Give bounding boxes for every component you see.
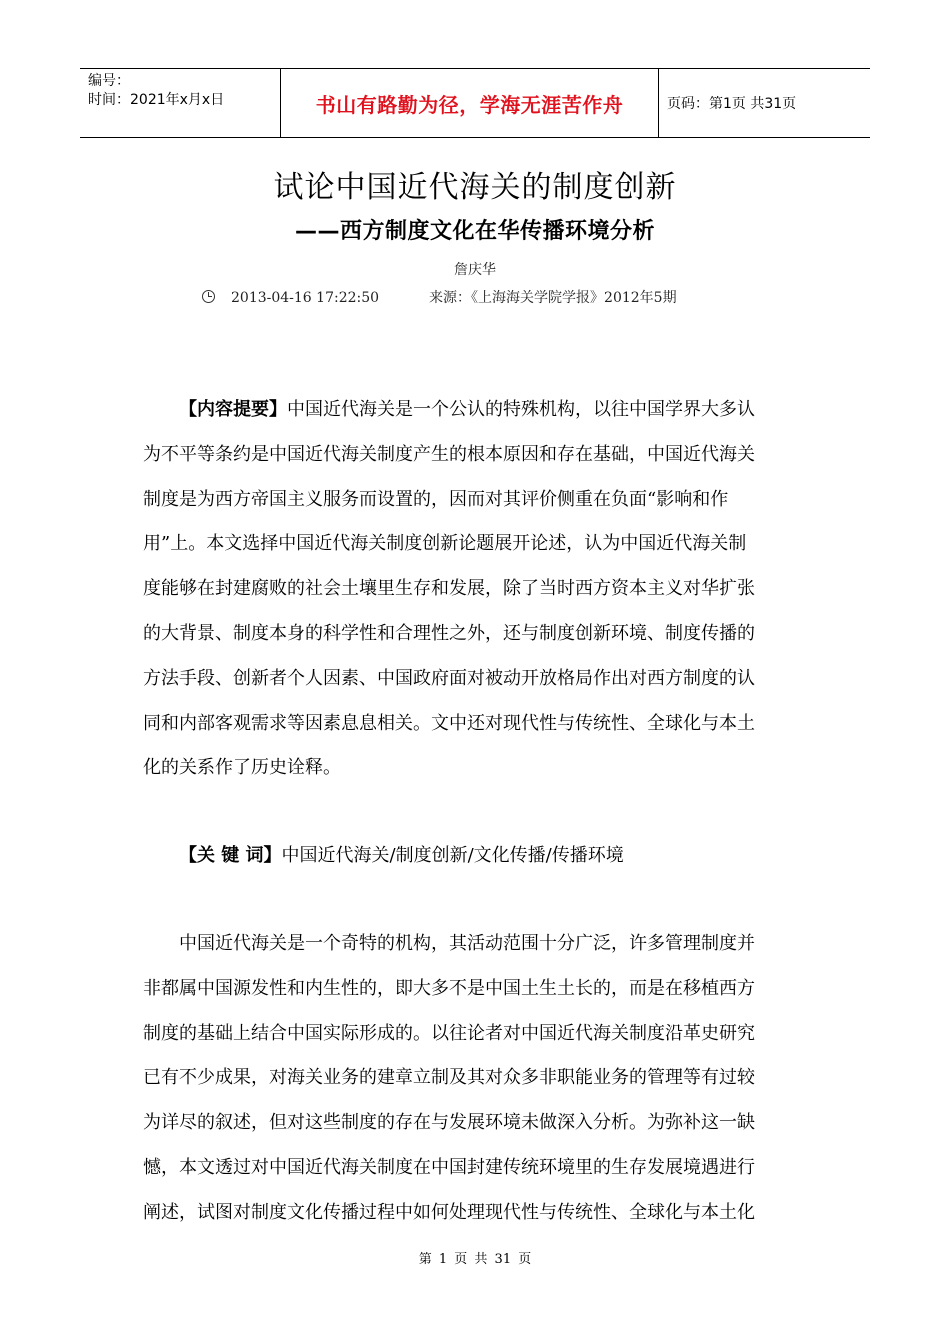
- header-divider: [658, 69, 659, 137]
- time-label: 时间：2021年x月x日: [88, 92, 225, 108]
- header-page-info: 页码：第1页 共31页: [667, 96, 797, 112]
- body-line: 已有不少成果，对海关业务的建章立制及其对众多非职能业务的管理等有过较: [143, 1067, 755, 1089]
- body-line: 非都属中国源发性和内生性的，即大多不是中国土生土长的，而是在移植西方: [143, 977, 755, 999]
- article-title: 试论中国近代海关的制度创新: [273, 170, 677, 205]
- body-line: 憾，本文透过对中国近代海关制度在中国封建传统环境里的生存发展境遇进行: [143, 1156, 755, 1178]
- article-author: 詹庆华: [454, 262, 496, 278]
- abstract-paragraph: [143, 388, 803, 791]
- document-header: [80, 68, 870, 138]
- body-line: 中国近代海关是一个奇特的机构，其活动范围十分广泛，许多管理制度并: [179, 933, 755, 954]
- abstract-line: 方法手段、创新者个人因素、中国政府面对被动开放格局作出对西方制度的认: [143, 667, 755, 689]
- body-line: 阐述，试图对制度文化传播过程中如何处理现代性与传统性、全球化与本土化: [143, 1201, 755, 1223]
- keywords-paragraph: [143, 834, 803, 879]
- abstract-line: 度能够在封建腐败的社会土壤里生存和发展，除了当时西方资本主义对华扩张: [143, 578, 755, 600]
- article-datetime: 2013-04-16 17:22:50: [231, 290, 380, 306]
- abstract-line: 制度是为西方帝国主义服务而设置的，因而对其评价侧重在负面“影响和作: [143, 488, 729, 510]
- header-motto: 书山有路勤为径，学海无涯苦作舟: [315, 92, 624, 117]
- clock-icon: [202, 290, 215, 303]
- abstract-line: 化的关系作了历史诠释。: [143, 757, 341, 779]
- abstract-label: 【内容提要】: [179, 399, 287, 420]
- article-meta: [202, 287, 677, 307]
- keywords-label: 【关 键 词】: [179, 845, 282, 866]
- page-footer: 第 1 页 共 31 页: [418, 1252, 532, 1267]
- article-subtitle: ——西方制度文化在华传播环境分析: [294, 219, 655, 244]
- abstract-line: 【内容提要】中国近代海关是一个公认的特殊机构，以往中国学界大多认: [179, 399, 755, 420]
- abstract-line: 为不平等条约是中国近代海关制度产生的根本原因和存在基础，中国近代海关: [143, 443, 755, 465]
- number-label: 编号：: [88, 73, 130, 89]
- body-line: 为详尽的叙述，但对这些制度的存在与发展环境未做深入分析。为弥补这一缺: [143, 1112, 755, 1134]
- body-paragraph: [143, 922, 803, 1236]
- abstract-line: 的大背景、制度本身的科学性和合理性之外，还与制度创新环境、制度传播的: [143, 622, 755, 644]
- header-meta: [80, 69, 280, 137]
- keywords-text: 中国近代海关/制度创新/文化传播/传播环境: [281, 845, 624, 866]
- keywords-line: [143, 834, 803, 879]
- abstract-line: 同和内部客观需求等因素息息相关。文中还对现代性与传统性、全球化与本土: [143, 712, 755, 734]
- article-source: 来源：《上海海关学院学报》2012年5期: [429, 290, 677, 306]
- body-line: 制度的基础上结合中国实际形成的。以往论者对中国近代海关制度沿革史研究: [143, 1022, 755, 1044]
- abstract-line: 用”上。本文选择中国近代海关制度创新论题展开论述，认为中国近代海关制: [143, 533, 747, 555]
